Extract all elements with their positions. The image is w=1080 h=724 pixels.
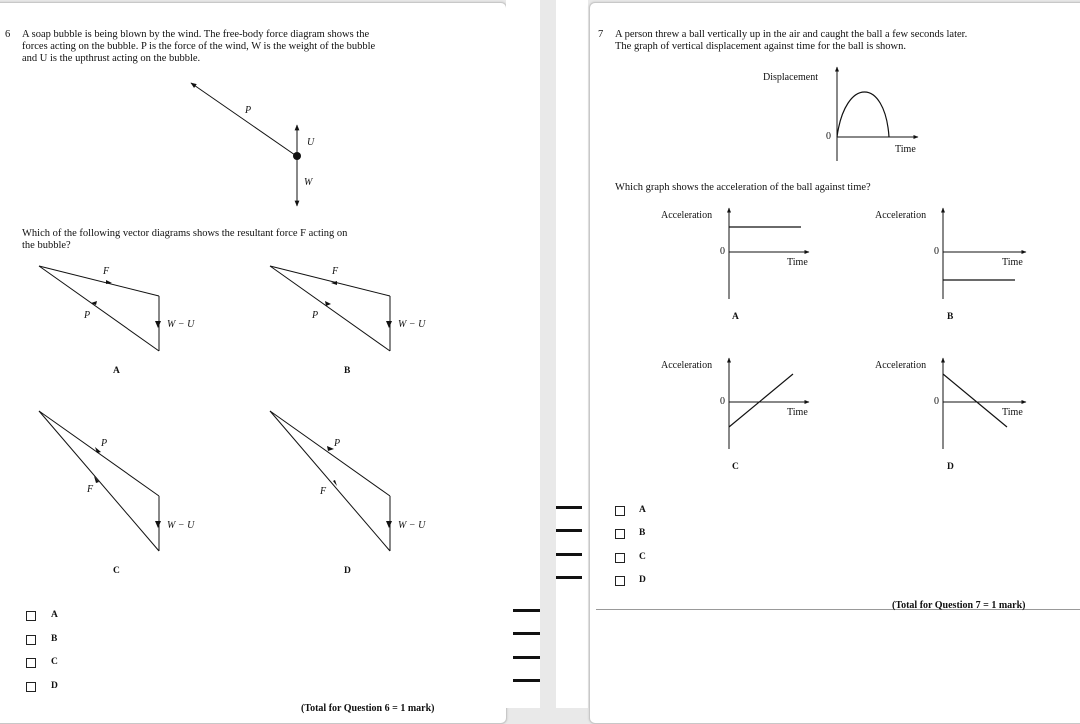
accel-c-letter: C — [732, 462, 739, 472]
accel-graph-c — [729, 358, 809, 449]
q7-option-b-label: B — [639, 528, 646, 538]
fbd-label-p: P — [245, 105, 252, 116]
diagram-a-label-p: P — [84, 310, 91, 321]
accel-graph-b — [943, 208, 1026, 299]
question-6-stem-line-2: forces acting on the bubble. P is the force of the wind, W is the weight of the bubble — [22, 41, 376, 52]
accel-d-ylabel: Acceleration — [875, 360, 927, 371]
question-7-prompt: Which graph shows the acceleration of the ball against time? — [615, 182, 871, 193]
diagram-b-label-wu: W − U — [398, 319, 426, 330]
diagram-b-label-f: F — [332, 266, 339, 277]
margin-marker — [513, 632, 540, 635]
margin-marker — [556, 529, 582, 532]
q7-option-d-checkbox[interactable] — [615, 576, 625, 586]
exam-page-right — [589, 2, 1080, 724]
diagram-d-label-wu: W − U — [398, 520, 426, 531]
diagram-b-letter: B — [344, 366, 351, 376]
accel-c-ylabel: Acceleration — [661, 360, 713, 371]
question-6-prompt-line-2: the bubble? — [22, 240, 71, 251]
q6-option-c-label: C — [51, 657, 58, 667]
question-6-prompt-line-1: Which of the following vector diagrams shows the resultant force F acting on — [22, 228, 348, 239]
question-6-number: 6 — [5, 29, 11, 40]
vector-diagrams — [0, 3, 506, 603]
accel-b-xlabel: Time — [1002, 257, 1023, 268]
q6-option-b-checkbox[interactable] — [26, 635, 36, 645]
q6-option-b-label: B — [51, 634, 58, 644]
margin-marker — [513, 656, 540, 659]
question-7-total: (Total for Question 7 = 1 mark) — [892, 600, 1026, 611]
margin-marker — [513, 609, 540, 612]
q7-option-a-label: A — [639, 505, 646, 515]
q6-option-d-label: D — [51, 681, 58, 691]
accel-a-letter: A — [732, 312, 739, 322]
page-gutter-left — [506, 0, 540, 708]
accel-c-xlabel: Time — [787, 407, 808, 418]
accel-b-ylabel: Acceleration — [875, 210, 927, 221]
exam-page-left — [0, 2, 507, 724]
question-6-stem-line-1: A soap bubble is being blown by the wind. The free-body force diagram shows the — [22, 29, 370, 40]
q6-option-d-checkbox[interactable] — [26, 682, 36, 692]
disp-origin: 0 — [826, 131, 831, 142]
accel-d-xlabel: Time — [1002, 407, 1023, 418]
page-gutter-right — [556, 0, 588, 708]
diagram-c-label-p: P — [101, 438, 108, 449]
diagram-c-label-f: F — [87, 484, 94, 495]
margin-marker — [513, 679, 540, 682]
diagram-d-label-p: P — [334, 438, 341, 449]
accel-c-origin: 0 — [720, 396, 725, 407]
accel-a-xlabel: Time — [787, 257, 808, 268]
fbd-label-u: U — [307, 137, 315, 148]
margin-marker — [556, 576, 582, 579]
question-7-stem-line-1: A person threw a ball vertically up in the air and caught the ball a few seconds later. — [615, 29, 968, 40]
accel-graph-d — [943, 358, 1026, 449]
accel-d-origin: 0 — [934, 396, 939, 407]
accel-b-origin: 0 — [934, 246, 939, 257]
diagram-a-label-wu: W − U — [167, 319, 195, 330]
accel-a-origin: 0 — [720, 246, 725, 257]
accel-a-ylabel: Acceleration — [661, 210, 713, 221]
vector-diagram-d — [270, 411, 392, 551]
q7-option-c-label: C — [639, 552, 646, 562]
diagram-a-letter: A — [113, 366, 120, 376]
accel-graph-a — [729, 208, 809, 299]
margin-marker — [556, 506, 582, 509]
question-6-stem-line-3: and U is the upthrust acting on the bubble. — [22, 53, 201, 64]
diagram-c-label-wu: W − U — [167, 520, 195, 531]
q6-option-a-checkbox[interactable] — [26, 611, 36, 621]
question-7-number: 7 — [598, 29, 604, 40]
disp-xlabel: Time — [895, 144, 916, 155]
diagram-d-label-f: F — [320, 486, 327, 497]
accel-d-letter: D — [947, 462, 954, 472]
diagram-d-letter: D — [344, 566, 351, 576]
diagram-c-letter: C — [113, 566, 120, 576]
q7-option-b-checkbox[interactable] — [615, 529, 625, 539]
q6-option-a-label: A — [51, 610, 58, 620]
disp-ylabel: Displacement — [763, 72, 818, 83]
margin-marker — [556, 553, 582, 556]
q7-option-c-checkbox[interactable] — [615, 553, 625, 563]
fbd-label-w: W — [304, 177, 313, 188]
vector-diagram-b — [270, 266, 392, 351]
vector-diagram-a — [39, 266, 161, 351]
diagram-a-label-f: F — [103, 266, 110, 277]
q6-option-c-checkbox[interactable] — [26, 658, 36, 668]
q7-option-a-checkbox[interactable] — [615, 506, 625, 516]
question-7-stem-line-2: The graph of vertical displacement against time for the ball is shown. — [615, 41, 906, 52]
question-6-total: (Total for Question 6 = 1 mark) — [301, 703, 435, 714]
q7-option-d-label: D — [639, 575, 646, 585]
accel-b-letter: B — [947, 312, 954, 322]
diagram-b-label-p: P — [312, 310, 319, 321]
vector-diagram-c — [39, 411, 161, 551]
